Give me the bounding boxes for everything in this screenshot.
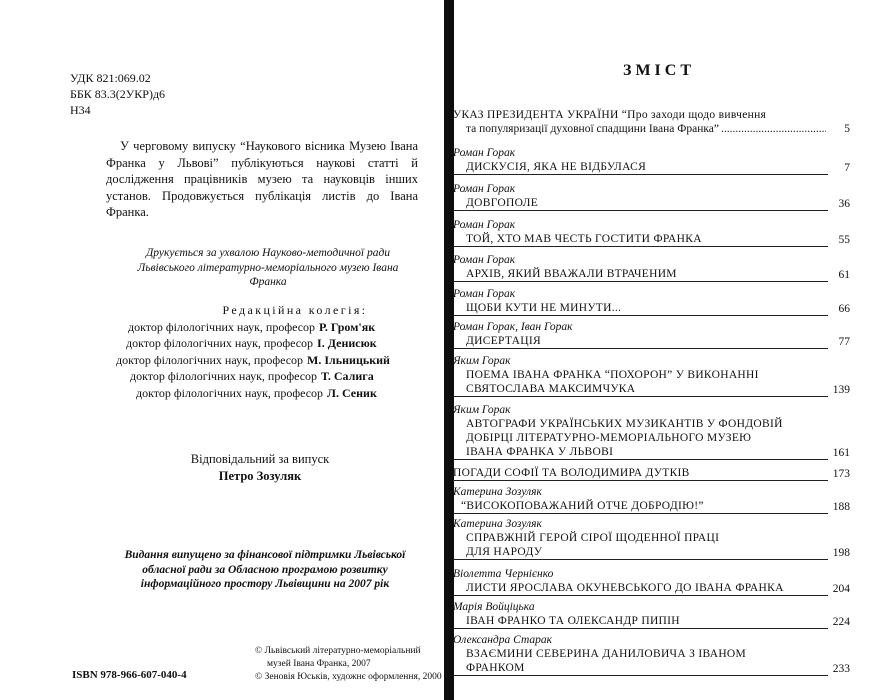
toc-entry-title-cont: ДЛЯ НАРОДУ bbox=[453, 545, 828, 560]
toc-entry-title: ВЗАЄМИНИ СЕВЕРИНА ДАНИЛОВИЧА З ІВАНОМ bbox=[466, 648, 747, 660]
toc-entry[interactable] bbox=[453, 404, 850, 460]
intro-paragraph: У черговому випуску “Наукового вісника Музею Івана Франка у Львові” публікуються наукові статті й дослідження працівників музею та науковців інших установ. Продовжується публікація листів до Івана Франка. bbox=[106, 139, 418, 219]
approval-note: Друкується за ухвалою Науково-методичної ради Львівського літературно-меморіального музею Івана Франка bbox=[137, 247, 399, 288]
toc-entry[interactable] bbox=[453, 355, 850, 397]
toc-entry-title: ІВАН ФРАНКО ТА ОЛЕКСАНДР ПИПІН bbox=[453, 614, 828, 629]
toc-entry[interactable] bbox=[453, 288, 850, 316]
toc-author: Олександра Старак bbox=[453, 634, 553, 646]
toc-page-number: 55 bbox=[838, 234, 850, 246]
toc-page-number: 161 bbox=[832, 447, 850, 459]
toc-author: Катерина Зозуляк bbox=[453, 486, 542, 498]
toc-entry[interactable] bbox=[453, 518, 850, 560]
toc-entry-title: ДОВГОПОЛЕ bbox=[453, 196, 828, 211]
isbn: ISBN 978-966-607-040-4 bbox=[72, 669, 187, 681]
toc-page-number: 7 bbox=[844, 162, 850, 174]
toc-entry-title: ДИСКУСІЯ, ЯКА НЕ ВІДБУЛАСЯ bbox=[453, 160, 828, 175]
toc-title: ЗМІСТ bbox=[623, 62, 695, 79]
toc-entry-title: ПОГАДИ СОФІЇ ТА ВОЛОДИМИРА ДУТКІВ bbox=[453, 466, 828, 481]
toc-page-number: 36 bbox=[838, 198, 850, 210]
board-member: доктор філологічних наук, професор М. Ільницький bbox=[116, 352, 390, 367]
toc-entry-title: УКАЗ ПРЕЗИДЕНТА УКРАЇНИ “Про заходи щодо вивчення bbox=[453, 109, 767, 121]
copyright-line: © Зеновія Юськів, художнє оформлення, 2000 bbox=[255, 672, 442, 682]
board-member: доктор філологічних наук, професор Р. Гром'як bbox=[128, 319, 376, 334]
toc-author: Роман Горак bbox=[453, 183, 516, 195]
toc-author: Роман Горак bbox=[453, 288, 516, 300]
toc-author: Роман Горак, Іван Горак bbox=[453, 321, 573, 333]
right-page bbox=[453, 0, 872, 700]
toc-entry[interactable] bbox=[453, 321, 850, 349]
toc-entry-title-cont: та популяризації духовної спадщини Івана Франка” bbox=[466, 123, 719, 135]
toc-page-number: 204 bbox=[832, 583, 850, 595]
toc-page-number: 188 bbox=[832, 501, 850, 513]
toc-entry[interactable] bbox=[453, 108, 850, 136]
toc-author: Роман Горак bbox=[453, 147, 516, 159]
toc-entry[interactable] bbox=[453, 486, 850, 514]
toc-entry[interactable] bbox=[453, 568, 850, 596]
udc-code: УДК 821:069.02 bbox=[70, 71, 151, 85]
toc-entry[interactable] bbox=[453, 254, 850, 282]
toc-author: Роман Горак bbox=[453, 219, 516, 231]
responsible-label: Відповідальний за випуск bbox=[190, 452, 330, 466]
board-member: доктор філологічних наук, професор І. Денисюк bbox=[126, 336, 377, 350]
toc-page-number: 173 bbox=[832, 468, 850, 480]
toc-entry-title: ПОЕМА ІВАНА ФРАНКА “ПОХОРОН” У ВИКОНАННІ bbox=[466, 369, 759, 381]
leader-dots bbox=[721, 122, 826, 136]
copyright-notice bbox=[255, 645, 445, 684]
toc-entry[interactable] bbox=[453, 634, 850, 676]
editorial-board-title: Редакційна колегія: bbox=[222, 303, 368, 317]
toc-entry-title: ЩОБИ КУТИ НЕ МИНУТИ... bbox=[453, 301, 828, 316]
toc-entry-title: ЛИСТИ ЯРОСЛАВА ОКУНЕВСЬКОГО ДО ІВАНА ФРАНКА bbox=[453, 581, 828, 596]
toc-page-number: 66 bbox=[838, 303, 850, 315]
toc-author: Яким Горак bbox=[453, 355, 511, 367]
toc-entry[interactable] bbox=[453, 147, 850, 175]
toc-author: Катерина Зозуляк bbox=[453, 518, 542, 530]
editorial-board bbox=[100, 302, 430, 401]
funding-note: Видання випущено за фінансової підтримки Львівської обласної ради за Обласною програмою розвитку інформаційного простору Львівщини на 2007 рік bbox=[124, 549, 406, 590]
toc-page-number: 233 bbox=[832, 663, 850, 675]
toc-entry-title: СПРАВЖНІЙ ГЕРОЙ СІРОЇ ЩОДЕННОЇ ПРАЦІ bbox=[466, 532, 720, 544]
toc-page-number: 139 bbox=[832, 384, 850, 396]
bbk-code: ББК 83.3(2УКР)д6 bbox=[70, 87, 166, 101]
toc-entry-title: ДИСЕРТАЦІЯ bbox=[453, 334, 828, 349]
toc-entry-title: ТОЙ, ХТО МАВ ЧЕСТЬ ГОСТИТИ ФРАНКА bbox=[453, 232, 828, 247]
toc-author: Яким Горак bbox=[453, 404, 511, 416]
toc-author: Марія Войціцька bbox=[453, 601, 535, 613]
toc-entry-title-cont: ІВАНА ФРАНКА У ЛЬВОВІ bbox=[453, 445, 828, 460]
board-member: доктор філологічних наук, професор Л. Сеник bbox=[136, 385, 377, 400]
classification-codes bbox=[70, 70, 165, 118]
board-member: доктор філологічних наук, професор Т. Салига bbox=[130, 369, 374, 383]
toc-entry-title-cont: ДОБІРЦІ ЛІТЕРАТУРНО-МЕМОРІАЛЬНОГО МУЗЕЮ bbox=[466, 432, 752, 444]
toc-page-number: 5 bbox=[844, 123, 850, 135]
toc-entry-title: АВТОГРАФИ УКРАЇНСЬКИХ МУЗИКАНТІВ У ФОНДОВІЙ bbox=[466, 418, 783, 430]
toc-page-number: 61 bbox=[838, 269, 850, 281]
responsible-name: Петро Зозуляк bbox=[218, 469, 302, 483]
toc-page-number: 77 bbox=[838, 336, 850, 348]
toc-author: Роман Горак bbox=[453, 254, 516, 266]
responsible-editor bbox=[150, 451, 370, 485]
toc-entry[interactable] bbox=[453, 183, 850, 211]
toc-entry[interactable] bbox=[453, 466, 850, 481]
toc-page-number: 198 bbox=[832, 547, 850, 559]
copyright-line: © Львівський літературно-меморіальний bbox=[255, 646, 421, 656]
toc-author: Віолетта Чернієнко bbox=[453, 568, 554, 580]
toc-entry[interactable] bbox=[453, 601, 850, 629]
toc-page-number: 224 bbox=[832, 616, 850, 628]
author-mark: Н34 bbox=[70, 103, 91, 117]
toc-entry-title-cont: СВЯТОСЛАВА МАКСИМЧУКА bbox=[453, 382, 828, 397]
toc-entry-title: “ВИСОКОПОВАЖАНИЙ ОТЧЕ ДОБРОДІЮ!” bbox=[453, 499, 828, 514]
toc-entry[interactable] bbox=[453, 219, 850, 247]
toc-entry-title-cont: ФРАНКОМ bbox=[453, 661, 828, 676]
copyright-line: музей Івана Франка, 2007 bbox=[267, 659, 371, 669]
toc-entry-title: АРХІВ, ЯКИЙ ВВАЖАЛИ ВТРАЧЕНИМ bbox=[453, 267, 828, 282]
